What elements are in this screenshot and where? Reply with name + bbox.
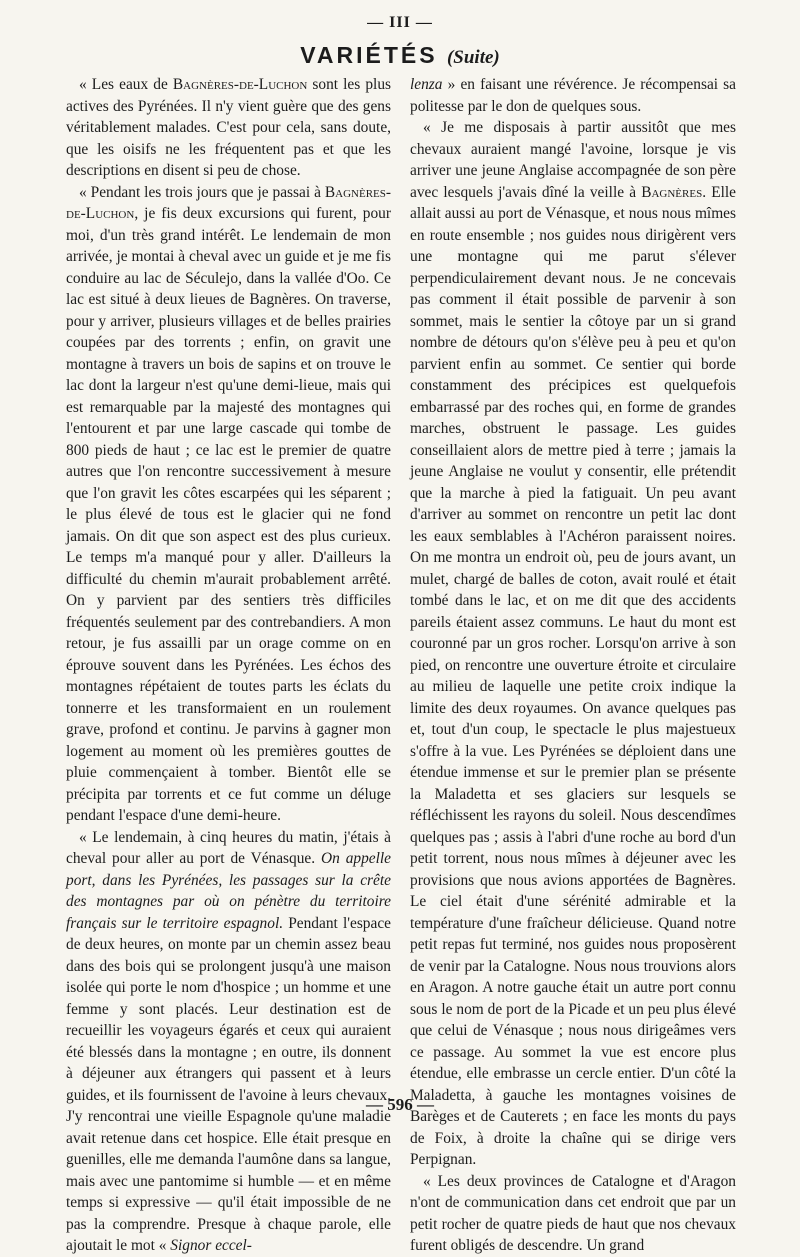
paragraph-ascent-maladetta <box>410 117 736 1171</box>
left-column <box>66 74 392 1254</box>
paragraph-continuation <box>410 74 736 117</box>
section-title-text: VARIÉTÉS <box>300 42 438 68</box>
paragraph-catalogne-aragon: « Les deux provinces de Catalogne et d'Aragon n'ont de communication dans cet endroit que par un petit rocher de quatre pieds de haut que nos chevaux furent obligés de descendre. Un grand <box>410 1172 736 1254</box>
text-run: Pendant l'espace de deux heures, on monte par un chemin assez beau dans des bois qui se prolongent jusqu'à une maison isolée qui porte le nom d'hospice ; un homme et une femme y sont placés. Leur destination est de recueillir les voyageurs égarés et ceux qui auraient été blessés dans la montagne ; en outre, ils donnent à déjeuner aux étrangers qui passent et à leurs guides, et ils fournissent de l'avoine à leurs chevaux. J'y rencontrai une vieille Espagnole qu'une maladie avait retenue dans cet hospice. Elle était presque en guenilles, elle me demanda l'aumône dans sa langue, mais avec une pantomime si humble — et en même temps si expressive — qu'il était impossible de ne pas la comprendre. Presque à chaque parole, elle ajoutait le mot « <box>66 914 391 1254</box>
place-name: Bagnères-de-Luchon <box>66 183 391 222</box>
paragraph-venasque-port <box>66 827 391 1257</box>
section-title-suffix: (Suite) <box>446 47 500 68</box>
text-run: « Je me disposais à partir aussitôt que mes chevaux auraient mangé l'avoine, lorsque je vis arriver une jeune Anglaise accompagnée de son père avec lesquels j'avais dîné la veille à <box>410 119 736 201</box>
page-number: — 596 — <box>366 1095 434 1114</box>
italic-phrase: lenza <box>410 76 443 93</box>
section-title <box>0 42 800 69</box>
running-head-folio: — III — <box>367 14 433 31</box>
paragraph-seculejo-lake <box>66 182 391 827</box>
right-column <box>410 74 736 1254</box>
text-run: sont les plus actives des Pyrénées. Il n'y vient guère que des gens véritablement malades. C'est pour cela, sans doute, que les oisifs ne les fréquentent pas et que les descriptions en disent si peu de chose. <box>66 76 392 179</box>
italic-phrase: Signor eccel- <box>170 1237 252 1254</box>
text-run: « Le lendemain, à cinq heures du matin, j'étais à cheval pour aller au port de Vénasque. <box>66 828 391 867</box>
text-run: « Pendant les trois jours que je passai à <box>79 183 325 201</box>
text-run: « Les eaux de <box>79 76 173 93</box>
paragraph-luchon-intro <box>66 74 391 182</box>
text-run: . Elle allait aussi au port de Vénasque, et nous nous mîmes en route ensemble ; nos guides nous dirigèrent vers une montagne qui me parut s'élever perpendiculairement devant nous. Je ne concevais pas comment il était possible de parvenir à son sommet, mais le sentier la côtoye par un si grand nombre de détours qu'on s'élève peu à peu et qu'on parvient enfin au sommet. Ce sentier qui borde constamment des précipices est quelquefois embarrassé par des roches qui, en forme de grandes marches, obstruent le passage. Les guides conseillaient alors de mettre pied à terre ; jamais la jeune Anglaise ne voulut y consentir, elle prétendit que la marche à pied la fatiguait. Un peu avant d'arriver au sommet on rencontre un petit lac dont les eaux semblables à l'Achéron paraissent noires. On me montra un endroit où, peu de jours avant, un mulet, chargé de balles de coton, avait roulé et était tombé dans le lac, et on me dit que des accidents pareils étaient assez communs. Le haut du mont est couronné par un gros rocher. Lorsqu'on arrive à son pied, on rencontre une ouverture étroite et circulaire au milieu de laquelle une petite croix indique la limite des deux royaumes. On avance quelques pas et, tout d'un coup, le spectacle le plus majestueux s'offre à la vue. Les Pyrénées se déploient dans une étendue immense et sur le premier plan se présente la Maladetta et ses glaciers sur lesquels se réfléchissent les rayons du soleil. Nous descendîmes quelques pas ; assis à l'abri d'une roche au bord d'un petit torrent, nous nous mîmes à déjeuner avec les provisions que nous avions apportées de Bagnères. Le ciel était d'une sérénité admirable et la température d'une fraîcheur délicieuse. Quand notre petit repas fut terminé, nos guides nous proposèrent de venir par la Catalogne. Nous nous trouvions alors en Aragon. A notre gauche était un autre port connu sous le nom de port de la Picade et un peu plus élevé que celui de Vénasque ; nous nous dirigeâmes vers ce passage. Au sommet la vue est encore plus étendue, elle embrasse un cercle entier. D'un côté la Maladetta, à gauche les montagnes voisines de Barèges et de Cauterets ; en face les monts du pays de Foix, à droite la chaîne qui se dirige vers Perpignan. <box>410 183 736 1168</box>
italic-definition: On appelle port, dans les Pyrénées, les passages sur la crête des montagnes par où on pénètre du territoire français sur le territoire espagnol. <box>66 850 391 932</box>
place-name: Bagnères <box>641 183 703 201</box>
text-run: , je fis deux excursions qui furent, pour moi, d'un très grand intérêt. Le lendemain de mon arrivée, je montai à cheval avec un guide et je me fis conduire au lac de Séculejo, dans la vallée d'Oo. Ce lac est situé à deux lieues de Bagnères. On traverse, pour y arriver, plusieurs villages et de belles prairies coupées par des torrents ; enfin, on gravit une montagne à travers un bois de sapins et on trouve le lac dont la largeur n'est qu'une demi-lieue, mais qui est remarquable par la majesté des montagnes qui l'entourent et par une large cascade qui tombe de 800 pieds de haut ; ce lac est le premier de quatre autres que l'on rencontre successivement à mesure que l'on gravit les côtes escarpées qui les séparent ; le plus élevé de tous est le glacier qui ne fond jamais. On dit que son aspect est des plus curieux. Le temps m'a manqué pour y aller. D'ailleurs la difficulté du chemin m'aurait probablement arrêté. On y parvient par des sentiers très difficiles fréquentés seulement par des contrebandiers. A mon retour, je fus assailli par un orage comme on en éprouve souvent dans les Pyrénées. Les échos des montagnes répétaient de toutes parts les éclats du tonnerre et les transformaient en un roulement grave, profond et continu. Je parvins à gagner mon logement au moment où les premières gouttes de pluie commençaient à tomber. Bientôt elle se précipita par torrents et ce fut comme un déluge pendant l'espace d'une demi-heure. <box>66 205 391 824</box>
place-name: Bagnères-de-Luchon <box>172 76 308 93</box>
text-run: » en faisant une révérence. Je récompensai sa politesse par le don de quelques sous. <box>410 76 736 115</box>
